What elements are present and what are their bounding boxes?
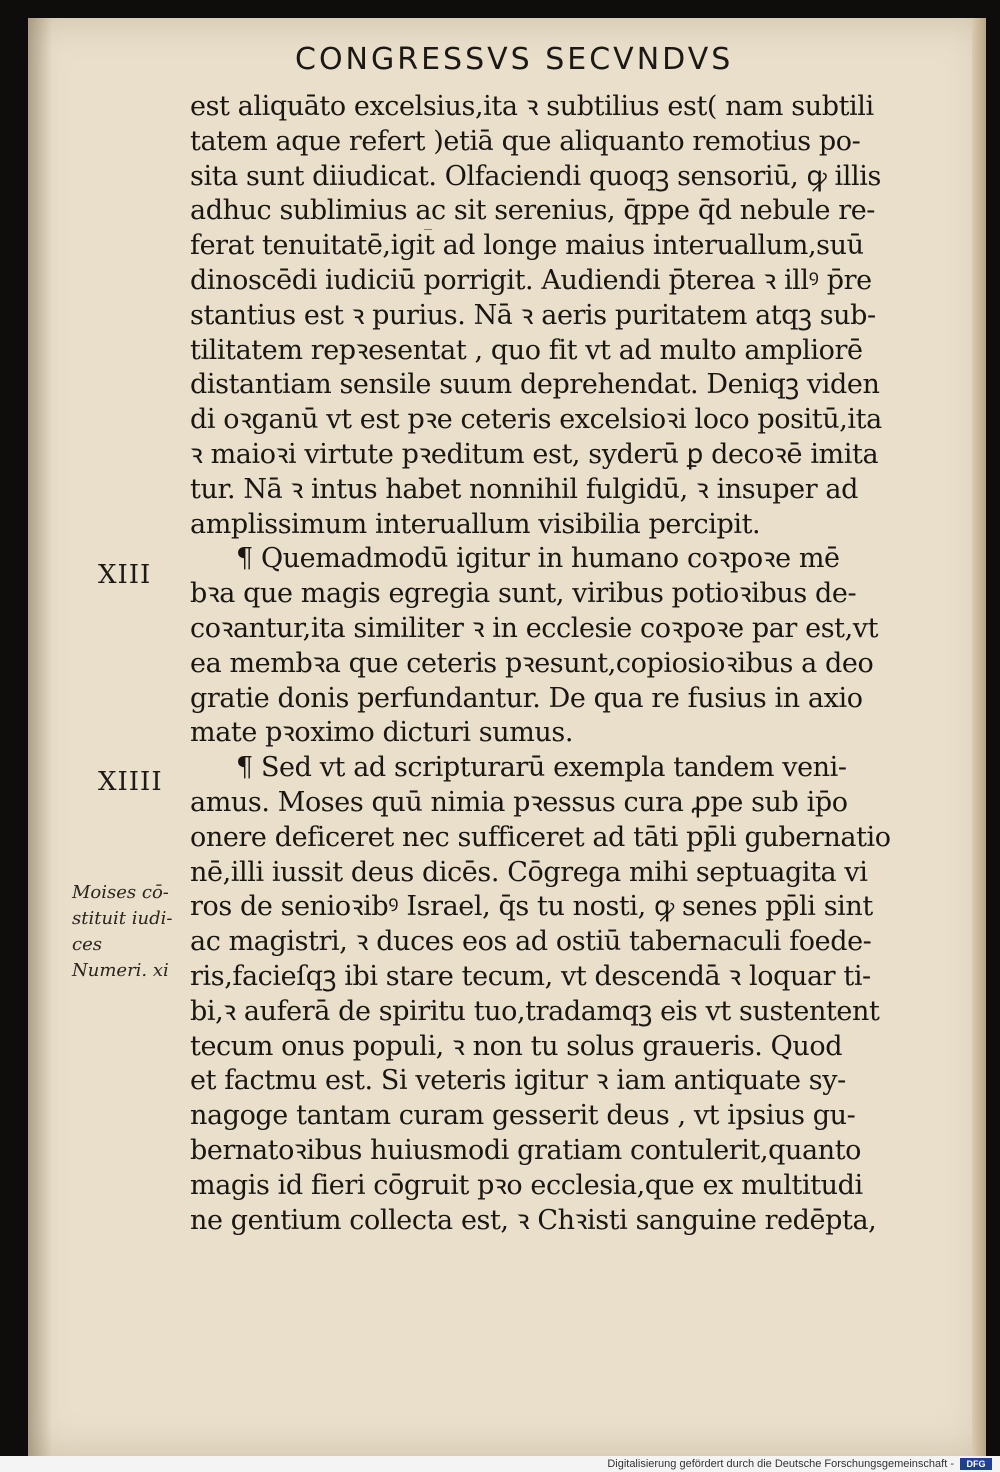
marginal-note-line: Moises cō- [72, 882, 169, 903]
text-line: amus. Moses quū nimia pꝛessus cura ꝓpe sub ip̄o [190, 786, 848, 818]
text-line: nē,illi iussit deus dicēs. Cōgrega mihi septuagita vi [190, 856, 868, 888]
text-line: distantiam sensile suum deprehendat. Deniqꝫ viden [190, 369, 880, 401]
text-line: ris,facieſqꝫ ibi stare tecum, vt descendā ꝛ loquar ti- [190, 960, 871, 992]
text-line: onere deficeret nec sufficeret ad tāti pp̄li gubernatio [190, 821, 891, 853]
text-line: ros de senioꝛibꝰ Israel, q̄s tu nosti, ꝙ senes pp̄li sint [190, 891, 873, 923]
text-line: ea membꝛa que ceteris pꝛesunt,copiosioꝛibus a deo [190, 647, 874, 679]
text-line: ac magistri, ꝛ duces eos ad ostiū tabernaculi foede- [190, 926, 872, 958]
paragraph-start-line: ¶ Quemadmodū igitur in humano coꝛpoꝛe mē [236, 543, 840, 575]
footer-bar [0, 1456, 1000, 1472]
text-line: tecum onus populi, ꝛ non tu solus graueris. Quod [190, 1030, 843, 1062]
text-line: ferat tenuitatē,igit̄ ad longe maius interuallum,suū [190, 230, 864, 262]
text-line: magis id fieri cōgruit pꝛo ecclesia,que ex multitudi [190, 1169, 863, 1201]
section-number-xiiii: XIIII [98, 767, 163, 797]
text-line: ne gentium collecta est, ꝛ Chꝛisti sanguine redēpta, [190, 1204, 877, 1236]
text-line: bi,ꝛ auferā de spiritu tuo,tradamqꝫ eis vt sustentent [190, 995, 880, 1027]
text-line: adhuc sublimius ac sit serenius, q̄ppe q̄d nebule re- [190, 195, 876, 227]
text-line: est aliquāto excelsius,ita ꝛ subtilius est( nam subtili [190, 91, 874, 122]
text-line: tatem aque refert )etiā que aliquanto remotius po- [190, 125, 861, 157]
running-head: CONGRESSVS SECVNDVS [295, 42, 734, 77]
text-line: di oꝛganū vt est pꝛe ceteris excelsioꝛi loco positū,ita [190, 404, 882, 436]
text-line: bꝛa que magis egregia sunt, viribus potioꝛibus de- [190, 578, 857, 610]
text-line: dinoscēdi iudiciū porrigit. Audiendi p̄terea ꝛ illꝰ p̄re [190, 264, 872, 296]
text-line: tilitatem repꝛesentat , quo fit vt ad multo ampliorē [190, 334, 863, 366]
gutter-shadow [28, 18, 52, 1456]
marginal-note-line: ces [72, 934, 102, 955]
funding-notice: Digitalisierung gefördert durch die Deutsche Forschungsgemeinschaft - [607, 1458, 954, 1470]
text-line: gratie donis perfundantur. De qua re fusius in axio [190, 682, 863, 714]
dfg-logo: DFG [960, 1458, 992, 1470]
marginal-note-line: Numeri. xi [72, 960, 169, 981]
text-line: ꝛ maioꝛi virtute pꝛeditum est, syderū ꝑ decoꝛē imita [190, 438, 879, 470]
text-line: mate pꝛoximo dicturi sumus. [190, 717, 574, 749]
body-text [190, 90, 930, 1238]
text-line: nagoge tantam curam gesserit deus , vt ipsius gu- [190, 1100, 856, 1132]
text-line: sita sunt diiudicat. Olfaciendi quoqꝫ sensoriū, ꝙ illis [190, 160, 881, 192]
marginal-note-line: stituit iudi- [72, 908, 173, 929]
paragraph-start-line: ¶ Sed vt ad scripturarū exempla tandem veni- [236, 752, 847, 784]
page-edge [972, 18, 986, 1456]
text-line: bernatoꝛibus huiusmodi gratiam contulerit,quanto [190, 1134, 862, 1166]
text-line: coꝛantur,ita similiter ꝛ in ecclesie coꝛpoꝛe par est,vt [190, 612, 879, 644]
text-line: amplissimum interuallum visibilia percipit. [190, 508, 761, 540]
text-line: et factmu est. Si veteris igitur ꝛ iam antiquate sy- [190, 1065, 846, 1097]
text-line: tur. Nā ꝛ intus habet nonnihil fulgidū, ꝛ insuper ad [190, 473, 858, 505]
text-line: stantius est ꝛ purius. Nā ꝛ aeris puritatem atqꝫ sub- [190, 299, 876, 331]
section-number-xiii: XIII [98, 560, 152, 590]
